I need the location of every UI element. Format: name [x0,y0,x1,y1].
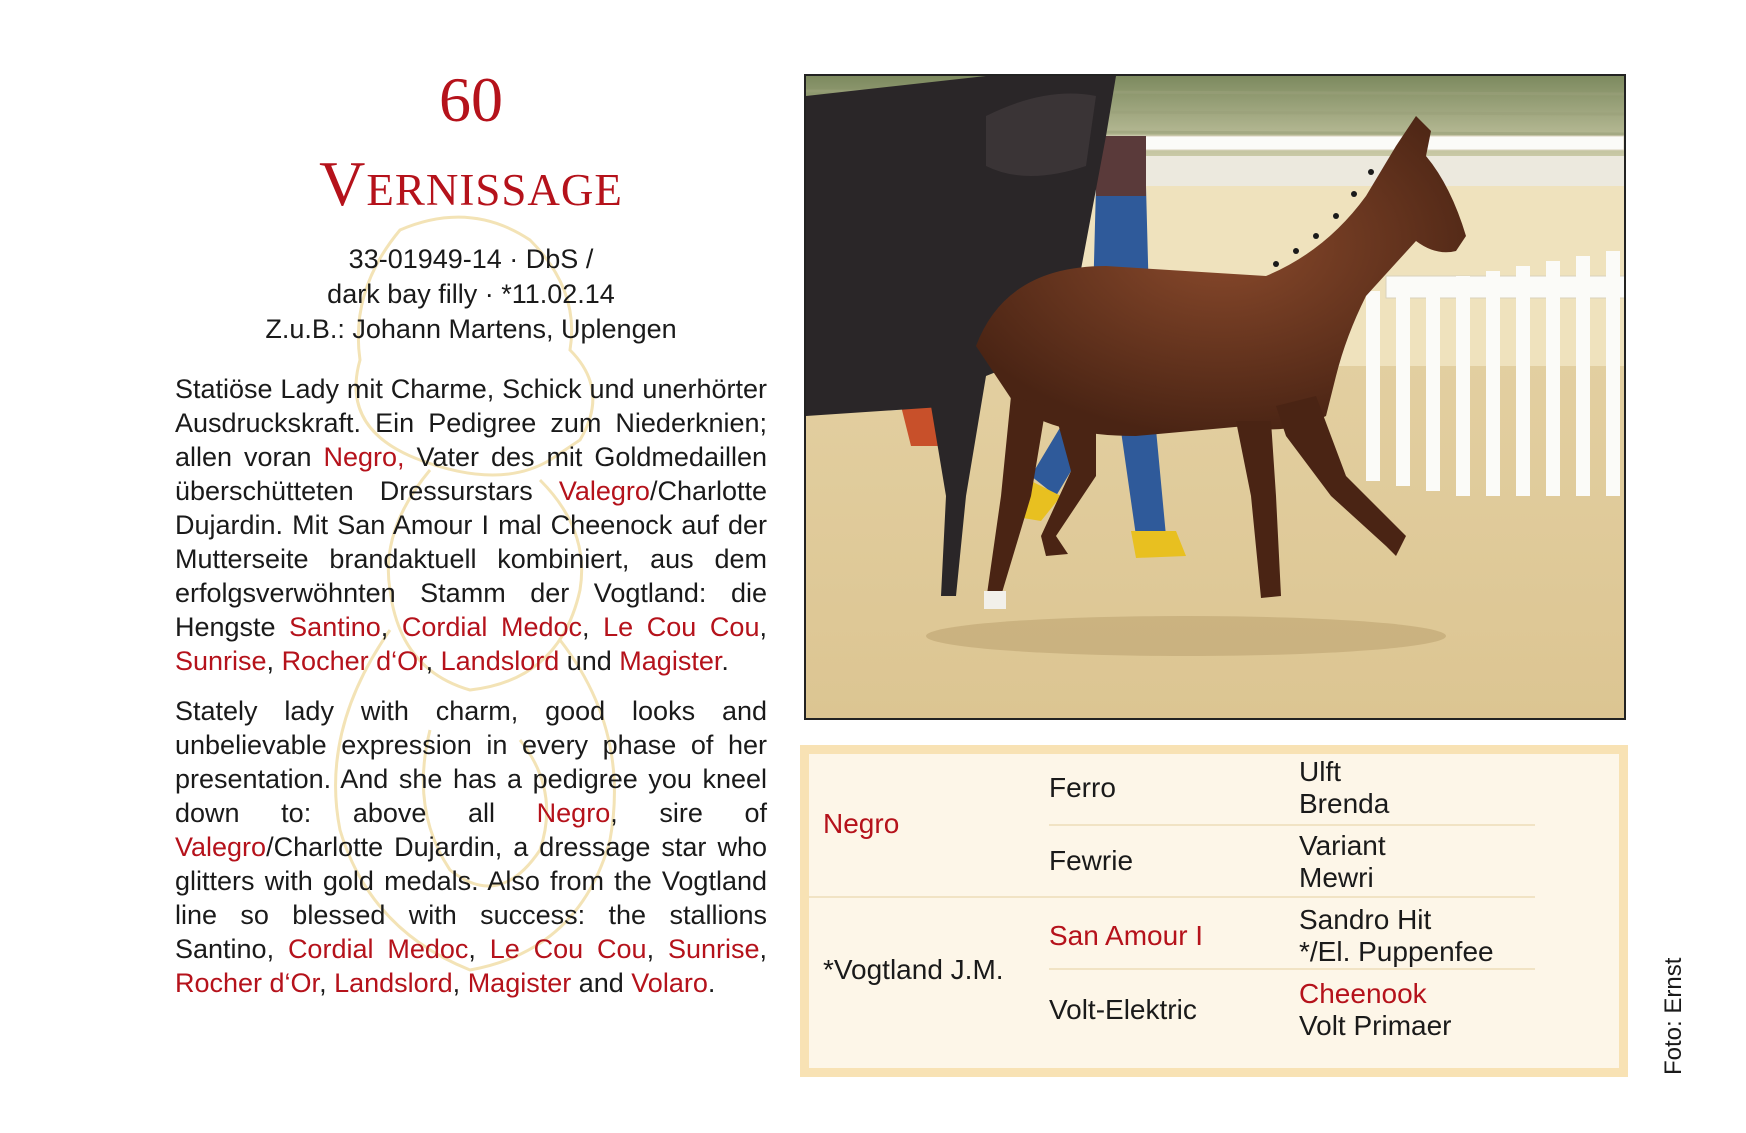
foal-photo-illustration [806,76,1624,718]
link-magister: Magister [619,646,722,676]
photo-credit: Foto: Ernst [1660,957,1687,1075]
lot-number: 60 [439,64,503,135]
description-english: Stately lady with charm, good looks and unbelievable expression in every phase of her presentation. And she has a pedigree you kneel down to: above all Negro, sire of Valegro/Charlotte Dujardin, a dressage star who glitters with gold medals. Also from the Vogtland line so blessed with success: the stallions Santino, Cordial Medoc, Le Cou Cou, Sunrise, Rocher d‘Or, Landslord, Magister and Volaro. [175,696,768,998]
meta-colour-birth: dark bay filly · *11.02.14 [327,279,615,309]
link-rocher-dor: Rocher d‘Or [281,646,426,676]
description-german: Statiöse Lady mit Charme, Schick und unerhörter Ausdruckskraft. Ein Pedigree zum Niederknien; allen voran Negro, Vater des mit Goldmedaillen überschütteten Dressurstars Valegro/Charlotte Dujardin. Mit San Amour I mal Cheenock auf der Mutterseite brandaktuell kombiniert, aus dem erfolgsverwöhnten Stamm der Vogtland: die Hengste Santino, Cordial Medoc, Le Cou Cou, Sunrise, Rocher d‘Or, Landslord und Magister. [175,374,767,676]
link-santino: Santino [289,612,381,642]
pedigree-ggp: Variant [1299,830,1386,861]
link-landslord: Landslord [440,646,560,676]
link-volaro: Volaro [631,968,708,998]
link-valegro: Valegro [175,832,267,862]
link-le-cou-cou: Le Cou Cou [489,934,647,964]
pedigree-ggp: Volt Primaer [1299,1010,1452,1041]
link-le-cou-cou: Le Cou Cou [603,612,760,642]
link-cordial-medoc: Cordial Medoc [287,934,469,964]
link-negro: Negro, [323,442,405,472]
link-cordial-medoc: Cordial Medoc [401,612,583,642]
link-landslord: Landslord [334,968,453,998]
link-sunrise: Sunrise [667,934,760,964]
pedigree-ggp: Ulft [1299,756,1341,787]
horse-name: Vernissage [319,148,623,219]
pedigree-sire-sire: Ferro [1049,772,1116,803]
link-negro: Negro [536,798,611,828]
pedigree-dam: *Vogtland J.M. [823,954,1004,985]
pedigree-dam-sire: San Amour I [1049,920,1204,951]
link-sunrise: Sunrise [175,646,267,676]
link-rocher-dor: Rocher d‘Or [175,968,320,998]
pedigree-divider [809,896,1535,898]
pedigree-sire: Negro [823,808,900,839]
pedigree-dam-dam: Volt-Elektric [1049,994,1197,1025]
link-magister: Magister [467,968,572,998]
foal-photo [804,74,1626,720]
pedigree-ggp: Cheenook [1299,978,1427,1009]
meta-registration: 33-01949-14 · DbS / [348,244,594,274]
pedigree-sire-dam: Fewrie [1049,845,1134,876]
pedigree-ggp: */El. Puppenfee [1299,936,1494,967]
pedigree-ggp: Sandro Hit [1299,904,1432,935]
meta-breeder: Z.u.B.: Johann Martens, Uplengen [265,314,677,344]
pedigree-ggp: Brenda [1299,788,1390,819]
left-column [175,60,767,1000]
horse-meta [175,242,767,347]
pedigree-ggp: Mewri [1299,862,1374,893]
link-valegro: Valegro [558,476,650,506]
pedigree-divider [1049,824,1535,826]
pedigree-table [800,745,1628,1077]
